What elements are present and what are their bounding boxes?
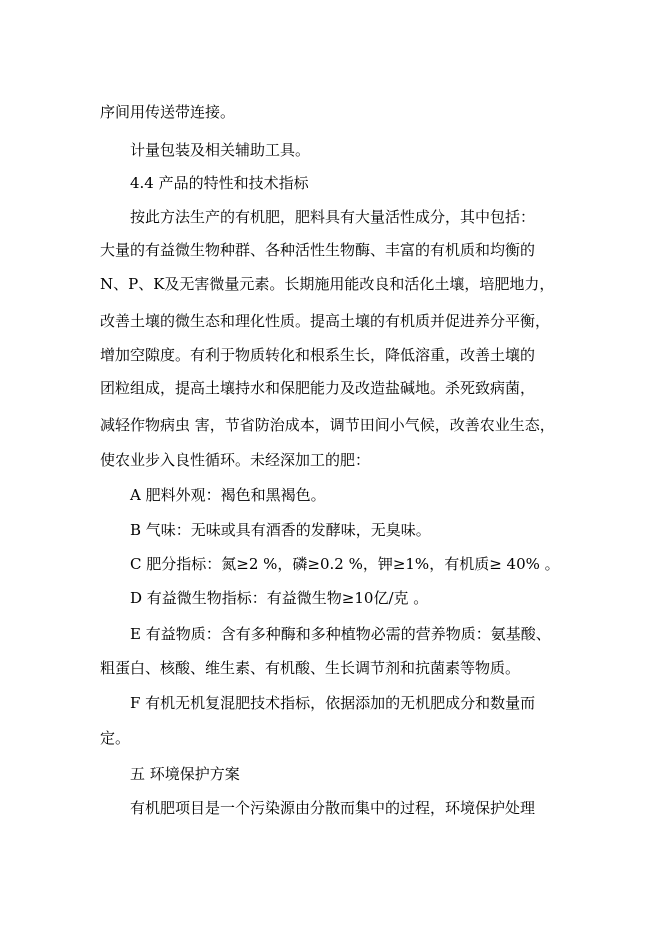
text-line-11: 使农业步入良性循环。未经深加工的肥： bbox=[100, 451, 371, 469]
section-heading-5: 五 环境保护方案 bbox=[130, 765, 240, 783]
text-line-4: 按此方法生产的有机肥，肥料具有大量活性成分，其中包括： bbox=[130, 208, 536, 226]
text-line-6: N、P、K及无害微量元素。长期施用能改良和活化土壤，培肥地力， bbox=[100, 275, 555, 293]
spec-item-d: D 有益微生物指标：有益微生物≥10亿/克 。 bbox=[130, 589, 429, 607]
text-line-17: 粗蛋白、核酸、维生素、有机酸、生长调节剂和抗菌素等物质。 bbox=[100, 659, 521, 677]
text-line-21: 有机肥项目是一个污染源由分散而集中的过程，环境保护处理 bbox=[130, 799, 536, 817]
spec-item-a: A 肥料外观：褐色和黑褐色。 bbox=[130, 486, 326, 504]
text-line-19: 定。 bbox=[100, 729, 131, 747]
section-heading-4-4: 4.4 产品的特性和技术指标 bbox=[130, 174, 309, 192]
text-line-5: 大量的有益微生物种群、各种活性生物酶、丰富的有机质和均衡的 bbox=[100, 241, 536, 259]
spec-item-f: F 有机无机复混肥技术指标，依据添加的无机肥成分和数量而 bbox=[130, 694, 536, 712]
text-line-10: 减轻作物病虫 害，节省防治成本，调节田间小气候，改善农业生态， bbox=[100, 416, 555, 434]
text-line-8: 增加空隙度。有利于物质转化和根系生长，降低溶重，改善土壤的 bbox=[100, 346, 536, 364]
text-line-1: 序间用传送带连接。 bbox=[100, 103, 236, 121]
text-line-9: 团粒组成，提高土壤持水和保肥能力及改造盐碱地。杀死致病菌， bbox=[100, 379, 536, 397]
text-line-2: 计量包装及相关辅助工具。 bbox=[130, 141, 311, 159]
spec-item-c: C 肥分指标：氮≥2 %，磷≥0.2 %，钾≥1%，有机质≥ 40% 。 bbox=[130, 555, 560, 573]
spec-item-b: B 气味：无味或具有酒香的发酵味，无臭味。 bbox=[130, 521, 431, 539]
spec-item-e: E 有益物质：含有多种酶和多种植物必需的营养物质：氨基酸、 bbox=[130, 625, 551, 643]
text-line-7: 改善土壤的微生态和理化性质。提高土壤的有机质并促进养分平衡， bbox=[100, 312, 551, 330]
